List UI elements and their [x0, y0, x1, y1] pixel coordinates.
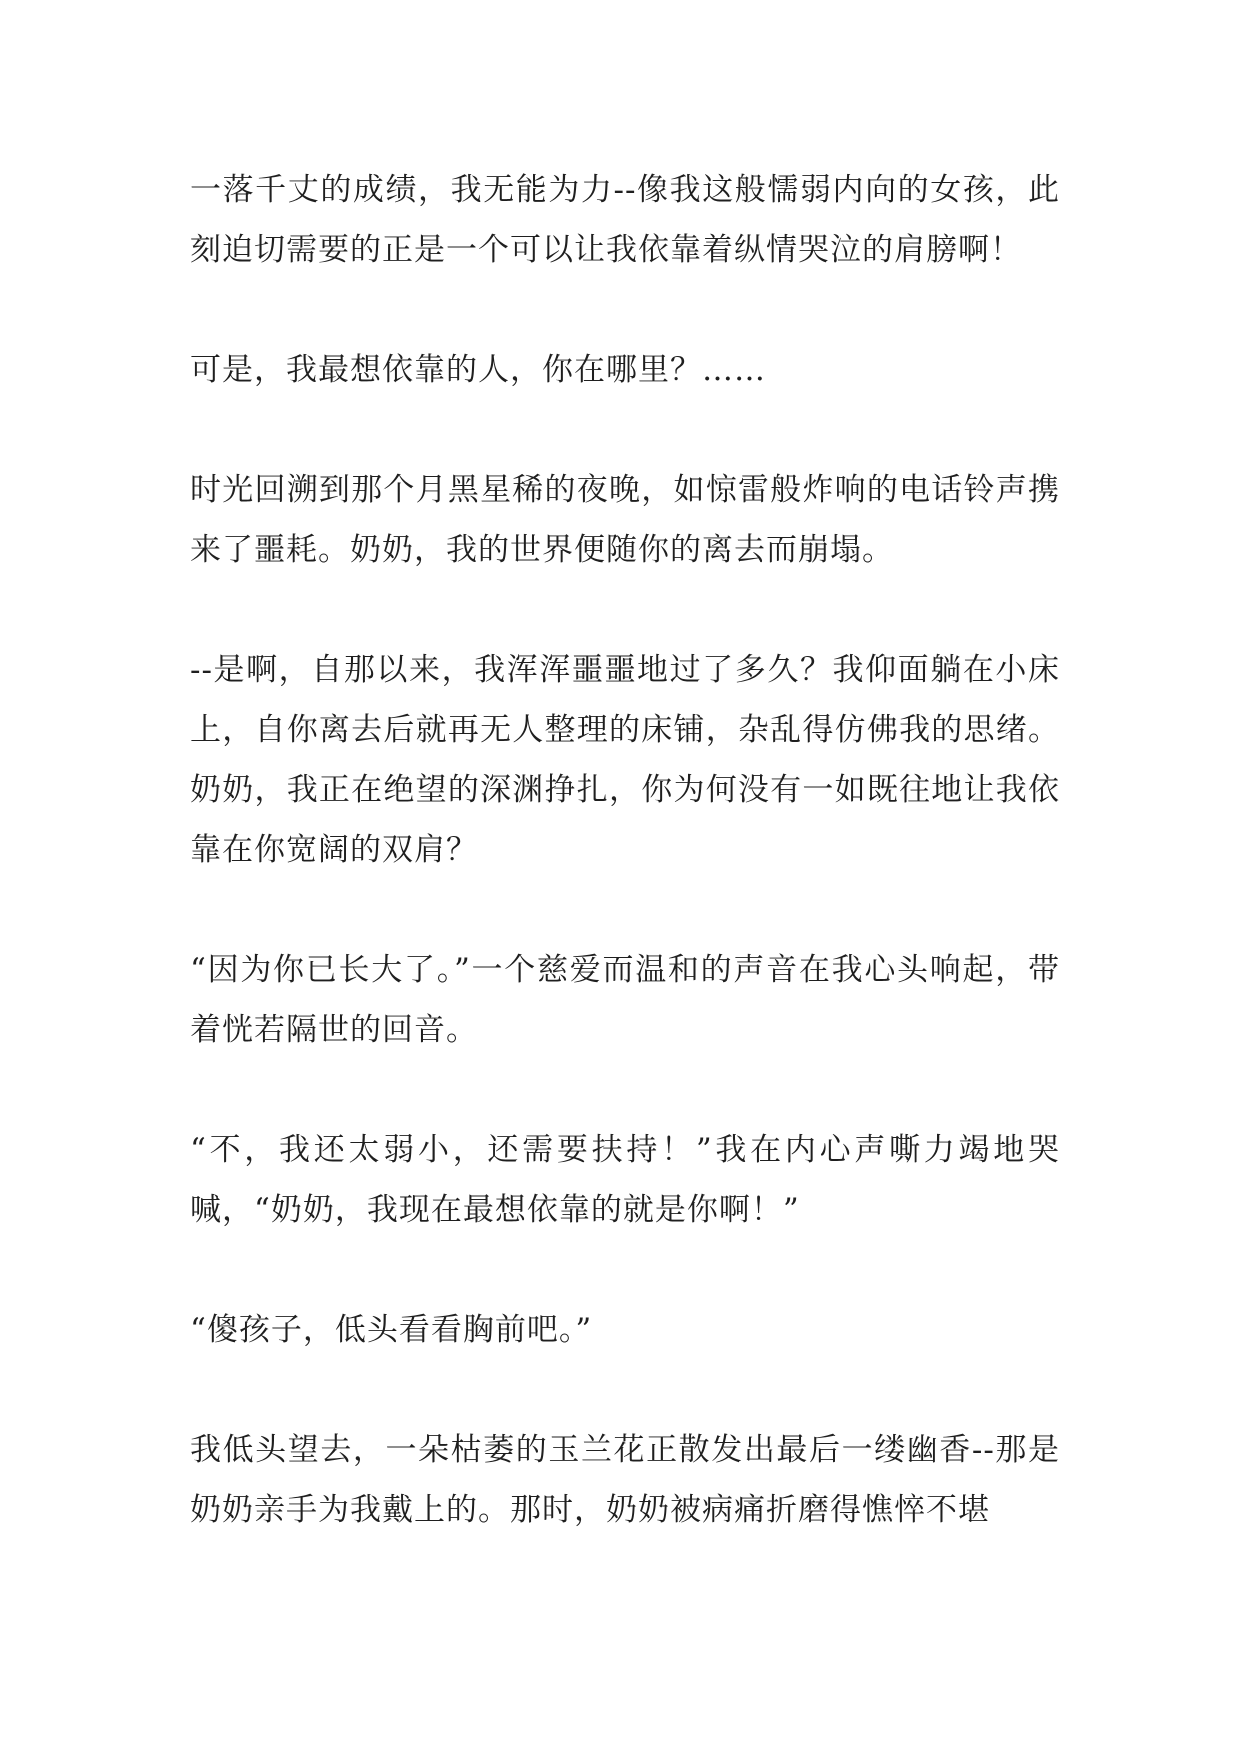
- paragraph-5: “因为你已长大了。”一个慈爱而温和的声音在我心头响起，带着恍若隔世的回音。: [190, 952, 1060, 1048]
- document-body: [190, 160, 1060, 1540]
- paragraph-8: 我低头望去，一朵枯萎的玉兰花正散发出最后一缕幽香--那是奶奶亲手为我戴上的。那时，奶奶被病痛折磨得憔悴不堪: [190, 1432, 1060, 1528]
- paragraph-3: 时光回溯到那个月黑星稀的夜晚，如惊雷般炸响的电话铃声携来了噩耗。奶奶，我的世界便随你的离去而崩塌。: [190, 472, 1060, 568]
- paragraph-2: 可是，我最想依靠的人，你在哪里？……: [190, 352, 766, 388]
- paragraph-4: --是啊，自那以来，我浑浑噩噩地过了多久？我仰面躺在小床上，自你离去后就再无人整理的床铺，杂乱得仿佛我的思绪。奶奶，我正在绝望的深渊挣扎，你为何没有一如既往地让我依靠在你宽阔的双肩？: [190, 652, 1060, 868]
- paragraph-1: 一落千丈的成绩，我无能为力--像我这般懦弱内向的女孩，此刻迫切需要的正是一个可以让我依靠着纵情哭泣的肩膀啊！: [190, 172, 1060, 268]
- paragraph-6: “不，我还太弱小，还需要扶持！”我在内心声嘶力竭地哭喊，“奶奶，我现在最想依靠的就是你啊！”: [190, 1132, 1060, 1228]
- paragraph-7: “傻孩子，低头看看胸前吧。”: [190, 1312, 593, 1348]
